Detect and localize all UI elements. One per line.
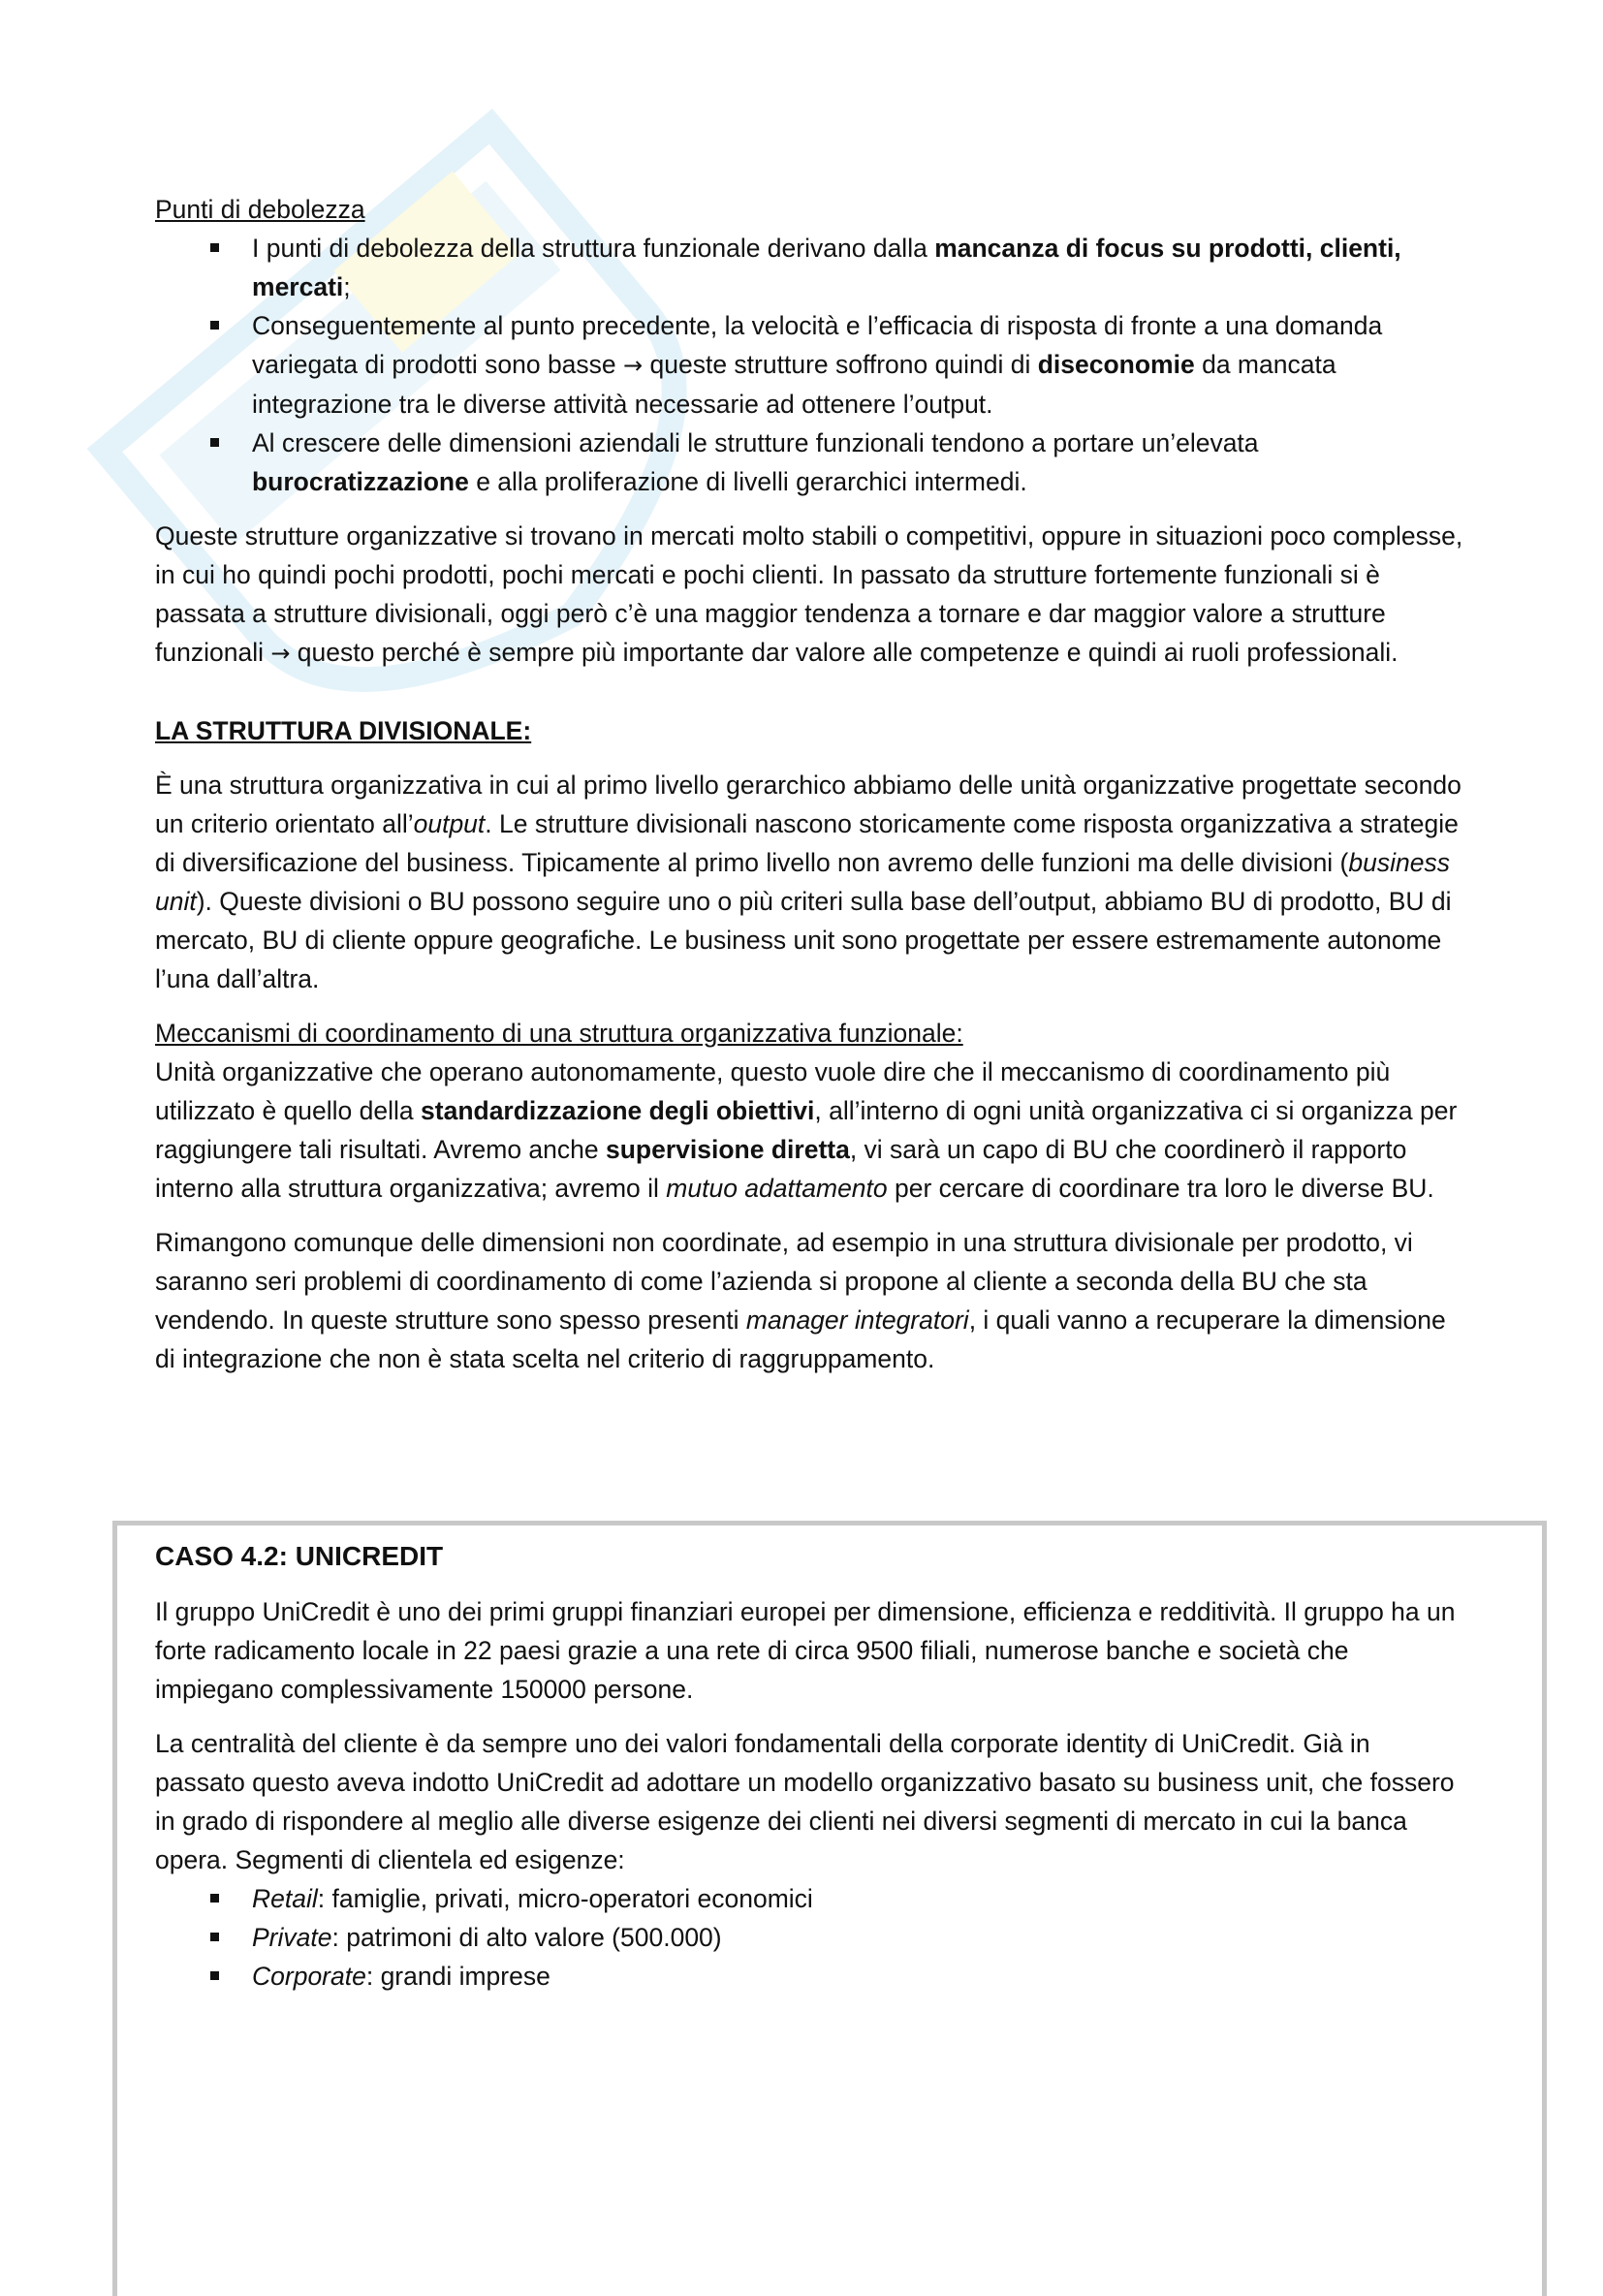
- italic-text: mutuo adattamento: [666, 1174, 888, 1203]
- text-run: . Le strutture divisionali nascono storicamente come risposta organizzativa a strategie di diversificazione del business. Tipicamente al primo livello non avremo delle funzioni ma delle divisioni (: [155, 809, 1459, 877]
- text-run: È una struttura organizzativa in cui al primo livello gerarchico abbiamo delle unità organizzative progettate secondo un criterio orientato all’: [155, 771, 1462, 838]
- italic-text: manager integratori: [745, 1305, 969, 1335]
- list-item: [252, 424, 1463, 501]
- text-run: I punti di debolezza della struttura funzionale derivano dalla: [252, 234, 935, 263]
- page-content: [155, 190, 1463, 1378]
- list-item: [252, 1879, 1463, 1918]
- bold-text: supervisione diretta: [606, 1135, 850, 1164]
- arrow-right-icon: →: [270, 640, 291, 667]
- segment-name: Private: [252, 1923, 332, 1952]
- text-run: da mancata integrazione tra le diverse attività necessarie ad ottenere l’output.: [252, 350, 1336, 419]
- text-run: per cercare di coordinare tra loro le diverse BU.: [887, 1174, 1434, 1203]
- divisional-heading: LA STRUTTURA DIVISIONALE:: [155, 716, 532, 745]
- coordination-heading: Meccanismi di coordinamento di una struttura organizzativa funzionale:: [155, 1019, 963, 1048]
- divisional-paragraph: [155, 766, 1463, 998]
- segment-desc: : patrimoni di alto valore (500.000): [331, 1923, 722, 1952]
- text-run: Al crescere delle dimensioni aziendali le strutture funzionali tendono a portare un’elevata: [252, 428, 1259, 457]
- segment-name: Retail: [252, 1884, 318, 1913]
- bold-text: mancanza di focus su prodotti, clienti, mercati: [252, 234, 1401, 301]
- case-title: CASO 4.2: UNICREDIT: [155, 1541, 444, 1571]
- text-run: ;: [343, 272, 351, 301]
- uncoordinated-paragraph: [155, 1223, 1463, 1378]
- italic-text: output: [413, 809, 486, 838]
- case-paragraph-1: Il gruppo UniCredit è uno dei primi gruppi finanziari europei per dimensione, efficienza e redditività. Il gruppo ha un forte radicamento locale in 22 paesi grazie a una rete di circa 9500 filiali, numerose banche e società che impiegano complessivamente 150000 persone.: [155, 1597, 1456, 1704]
- text-run: , all’interno di ogni unità organizzativa ci si organizza per raggiungere tali risultati. Avremo anche: [155, 1096, 1458, 1164]
- text-run: , i quali vanno a recuperare la dimensione di integrazione che non è stata scelta nel criterio di raggruppamento.: [155, 1305, 1446, 1373]
- list-item: [252, 229, 1463, 306]
- segments-list: [155, 1879, 1463, 1996]
- weak-points-list: [155, 229, 1463, 501]
- segment-name: Corporate: [252, 1962, 366, 1991]
- segment-desc: : famiglie, privati, micro-operatori economici: [317, 1884, 813, 1913]
- arrow-right-icon: →: [623, 352, 644, 379]
- text-run: e alla proliferazione di livelli gerarchici intermedi.: [468, 467, 1027, 496]
- text-run: Unità organizzative che operano autonomamente, questo vuole dire che il meccanismo di coordinamento più utilizzato è quello della: [155, 1057, 1391, 1125]
- list-item: [252, 1918, 1463, 1957]
- bold-text: diseconomie: [1037, 350, 1195, 379]
- text-run: Queste strutture organizzative si trovano in mercati molto stabili o competitivi, oppure in situazioni poco complesse, in cui ho quindi pochi prodotti, pochi mercati e pochi clienti. In passato da strutture fortemente funzionali si è passata a strutture divisionali, oggi però c’è una maggior tendenza a tornare e dar maggior valore a strutture funzionali: [155, 521, 1463, 667]
- text-run: questo perché è sempre più importante dar valore alle competenze e quindi ai ruoli professionali.: [290, 638, 1399, 667]
- coordination-paragraph: [155, 1053, 1463, 1208]
- text-run: Rimangono comunque delle dimensioni non coordinate, ad esempio in una struttura divisionale per prodotto, vi saranno seri problemi di coordinamento di come l’azienda si propone al cliente a seconda della BU che sta vendendo. In queste strutture sono spesso presenti: [155, 1228, 1413, 1335]
- bold-text: standardizzazione degli obiettivi: [421, 1096, 815, 1125]
- bold-text: burocratizzazione: [252, 467, 469, 496]
- markets-paragraph: [155, 517, 1463, 673]
- list-item: [252, 306, 1463, 424]
- list-item: [252, 1957, 1463, 1996]
- text-run: queste strutture soffrono quindi di: [643, 350, 1038, 379]
- text-run: ). Queste divisioni o BU possono seguire uno o più criteri sulla base dell’output, abbiamo BU di prodotto, BU di mercato, BU di cliente oppure geografiche. Le business unit sono progettate per essere estremamente autonome l’una dall’altra.: [155, 887, 1452, 993]
- italic-text: business unit: [155, 848, 1450, 916]
- text-run: , vi sarà un capo di BU che coordinerò il rapporto interno alla struttura organizzativa; avremo il: [155, 1135, 1407, 1203]
- weak-points-heading: Punti di debolezza: [155, 195, 365, 224]
- segment-desc: : grandi imprese: [365, 1962, 550, 1991]
- text-run: Conseguentemente al punto precedente, la velocità e l’efficacia di risposta di fronte a una domanda variegata di prodotti sono basse: [252, 311, 1383, 379]
- case-study-content: [155, 1536, 1463, 1996]
- case-paragraph-2: La centralità del cliente è da sempre uno dei valori fondamentali della corporate identity di UniCredit. Già in passato questo aveva indotto UniCredit ad adottare un modello organizzativo basato su business unit, che fossero in grado di rispondere al meglio alle diverse esigenze dei clienti nei diversi segmenti di mercato in cui la banca opera. Segmenti di clientela ed esigenze:: [155, 1729, 1455, 1874]
